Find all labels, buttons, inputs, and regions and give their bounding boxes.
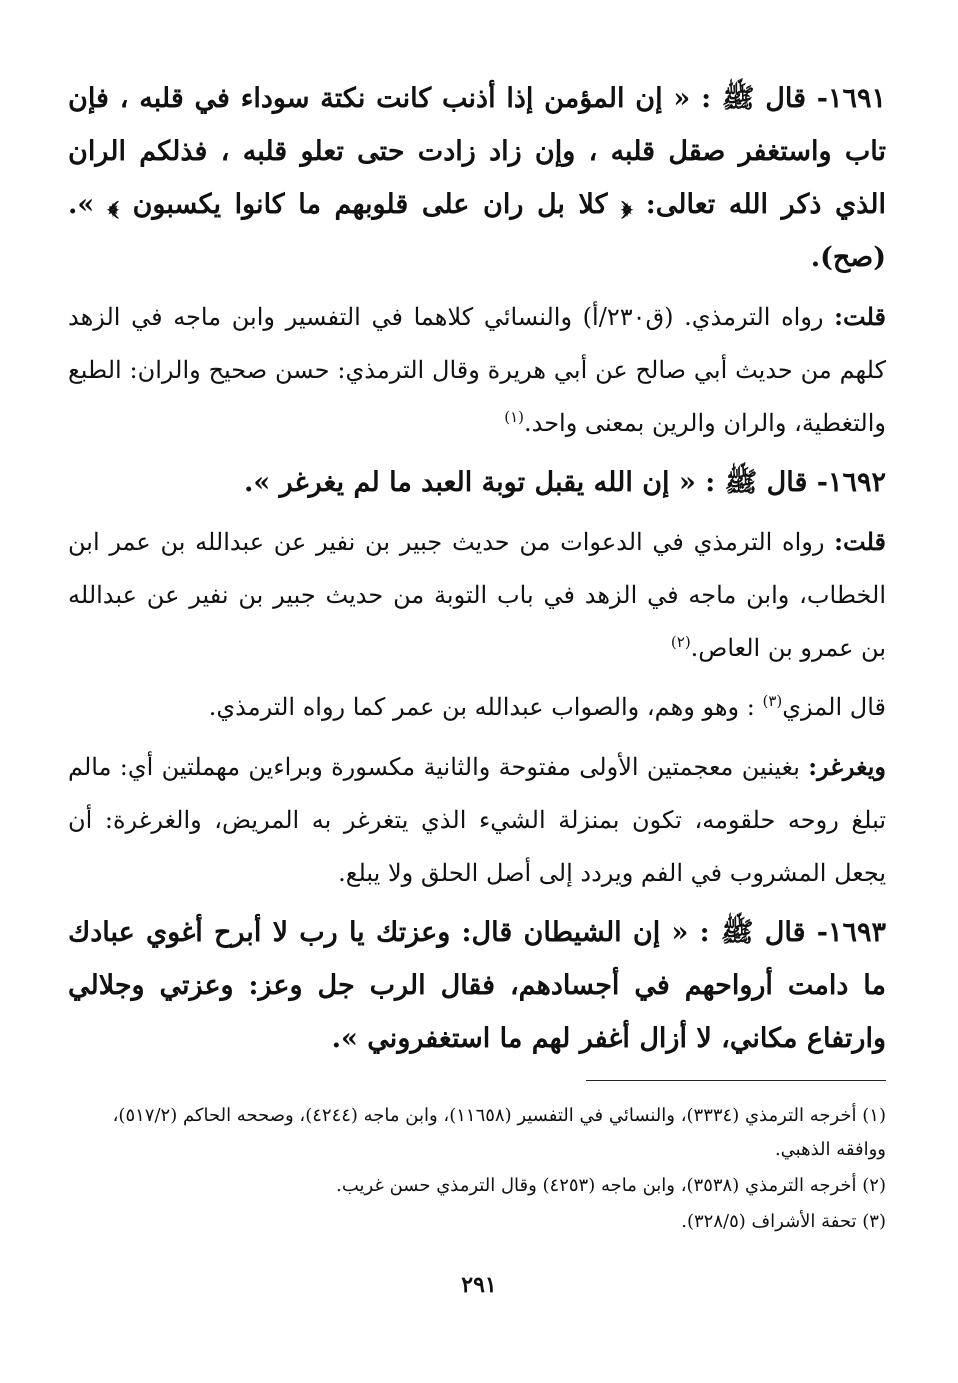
hadith-text: « إن المؤمن إذا أذنب كانت نكتة سوداء في قلبه ، فإن تاب واستغفر صقل قلبه ، وإن زاد زادت حتى تعلو قلبه ، فذلكم الران الذي ذكر الله تعالى: ﴿ كلا بل ران على قلوبهم ما كانوا يكسبون ﴾ ». (صح). (68, 83, 886, 273)
footnote-ref-2: (٢) (670, 633, 691, 651)
footnote-2: (٢) أخرجه الترمذي (٣٥٣٨)، وابن ماجه (٤٢٥٣) وقال الترمذي حسن غريب. (336, 1175, 886, 1196)
hadith-text: « إن الله يقبل توبة العبد ما لم يغرغر ». (243, 467, 696, 498)
commentary-lead: قلت: (834, 302, 886, 331)
footnote-ref-3: (٣) (762, 692, 783, 710)
hadith-1692 (68, 456, 886, 509)
hadith-text: « إن الشيطان قال: وعزتك يا رب لا أبرح أغوي عبادك ما دامت أرواحهم في أجسادهم، فقال الرب جل وعز: وعزتي وجلالي وارتفاع مكاني، لا أزال أغفر لهم ما استغفروني ». (68, 917, 886, 1054)
commentary-1691 (68, 290, 886, 450)
hadith-1693 (68, 906, 886, 1065)
footnotes-section (68, 1080, 886, 1241)
page-number: ٢٩١ (461, 1272, 497, 1298)
commentary-text: : وهو وهم، والصواب عبدالله بن عمر كما رواه الترمذي. (208, 693, 755, 721)
footnote-3: (٣) تحفة الأشراف (٣٢٨/٥). (681, 1211, 886, 1232)
commentary-lead: قلت: (834, 527, 886, 556)
commentary-text: بغينين معجمتين الأولى مفتوحة والثانية مكسورة وبراءين مهملتين أي: مالم تبلغ روحه حلقومه، تكون بمنزلة الشيء الذي يتغرغر به المريض، والغرغرة: أن يجعل المشروب في الفم ويردد إلى أصل الحلق ولا يبلع. (68, 753, 887, 887)
commentary-mizzi (68, 681, 886, 734)
hadith-number: ١٦٩٣- قال ﷺ : (699, 917, 886, 948)
hadith-1691 (68, 72, 886, 284)
hadith-number: ١٦٩٢- قال ﷺ : (705, 467, 886, 498)
footnote-divider (586, 1080, 886, 1081)
footnote-1: (١) أخرجه الترمذي (٣٣٣٤)، والنسائي في التفسير (١١٦٥٨)، وابن ماجه (٤٢٤٤)، وصححه الحاكم (٥١٧/٢)، ووافقه الذهبي. (112, 1105, 886, 1160)
commentary-text: رواه الترمذي في الدعوات من حديث جبير بن نفير عن عبدالله بن عمر ابن الخطاب، وابن ماجه في الزهد في باب التوبة من حديث جبير بن نفير عن عبدالله بن عمرو بن العاص. (68, 528, 886, 662)
commentary-1692 (68, 515, 886, 675)
hadith-number: ١٦٩١- قال ﷺ : (701, 83, 886, 114)
footnote-ref-1: (١) (504, 408, 524, 426)
commentary-lead: قال المزي (782, 693, 886, 721)
commentary-gharghara (68, 740, 886, 900)
page-body (68, 72, 886, 1071)
commentary-lead: ويغرغر: (808, 752, 886, 781)
commentary-text: رواه الترمذي. (ق٢٣٠/أ) والنسائي كلاهما في التفسير وابن ماجه في الزهد كلهم من حديث أبي صالح عن أبي هريرة وقال الترمذي: حسن صحيح والران: الطبع والتغطية، والران والرين بمعنى واحد. (68, 303, 886, 437)
